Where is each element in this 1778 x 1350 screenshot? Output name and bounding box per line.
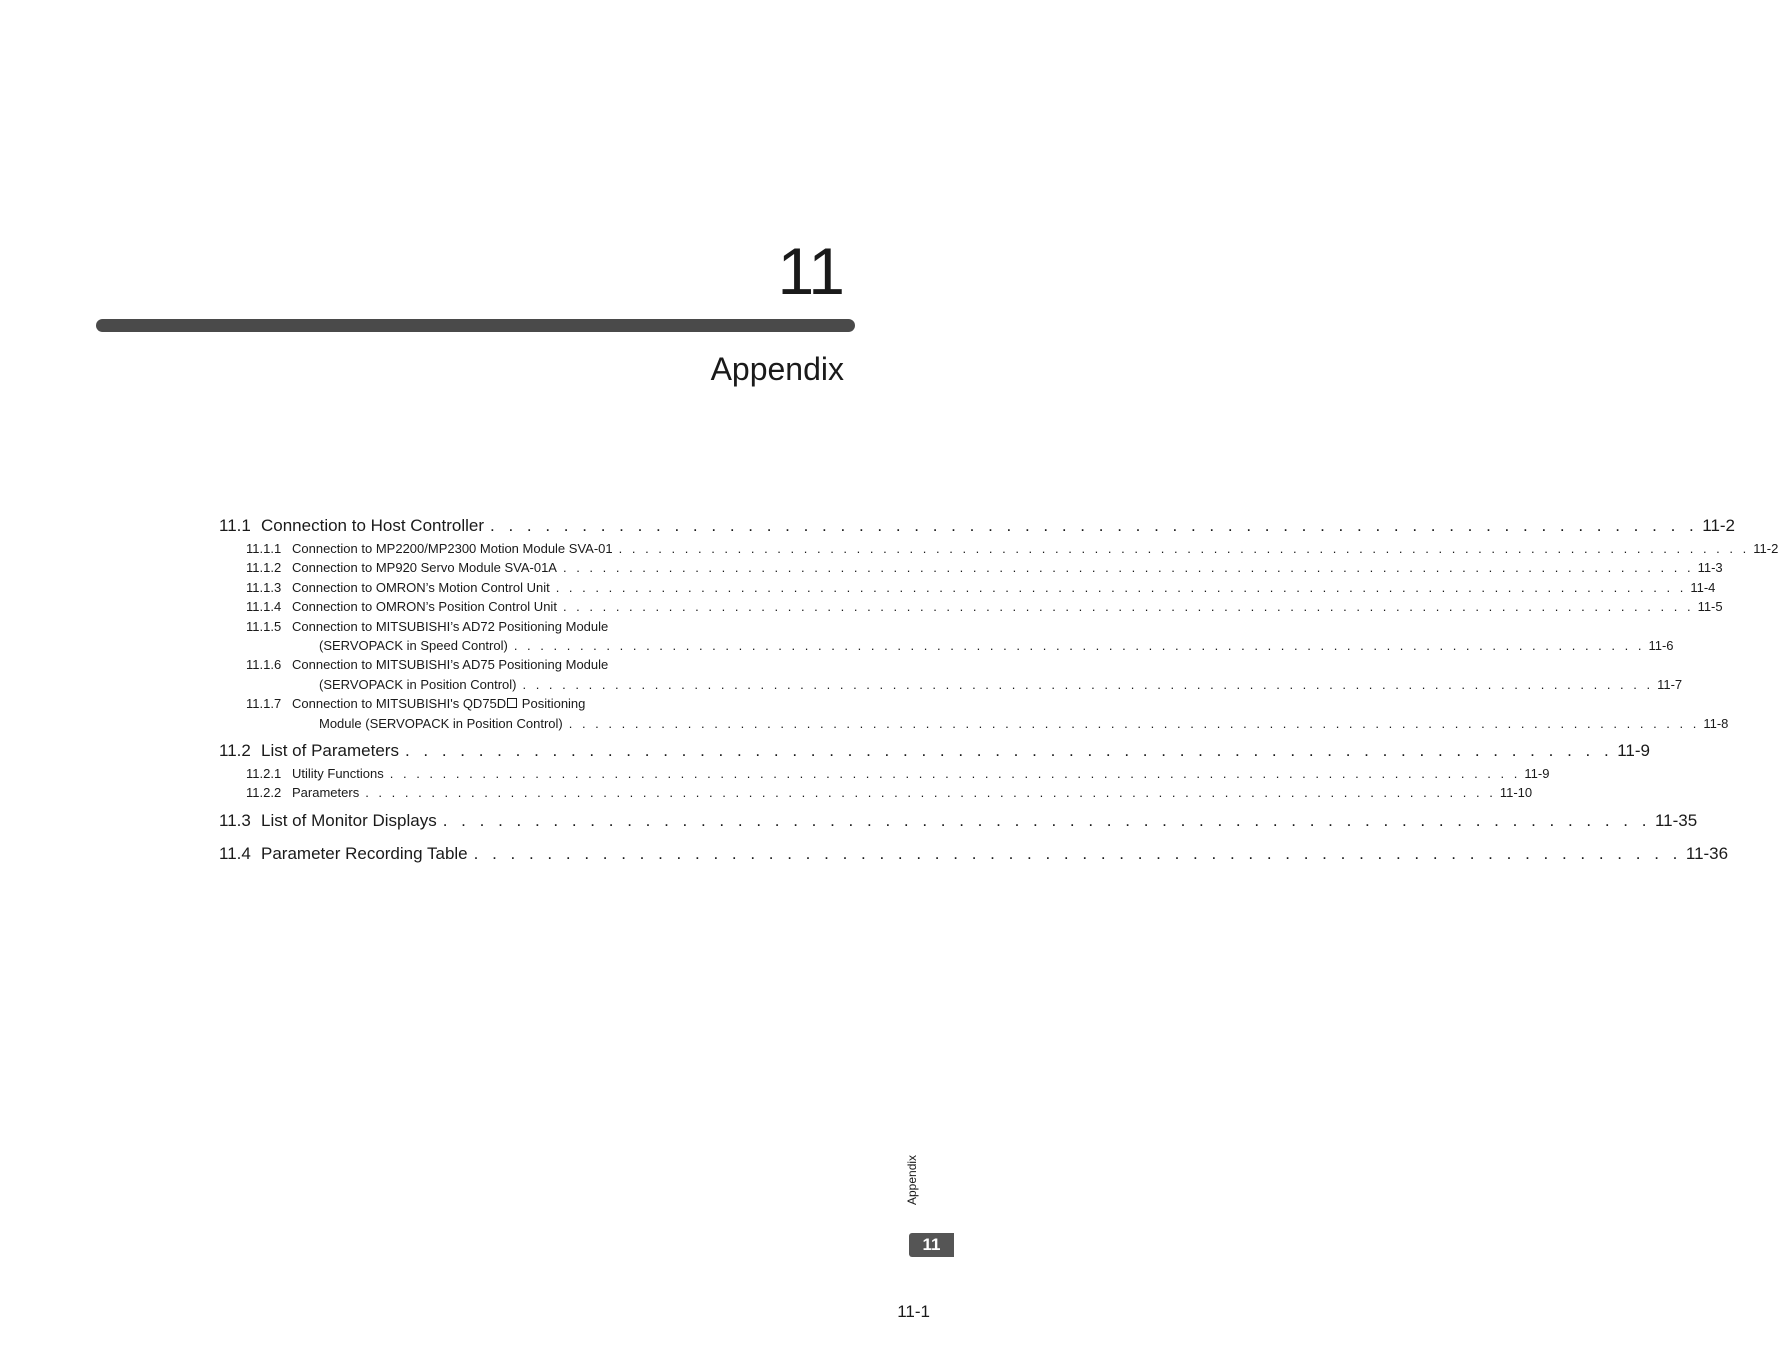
toc-entry-11-3[interactable] [219,810,1698,836]
table-of-contents [219,516,1778,869]
toc-section-title: List of Parameters [261,740,399,760]
toc-entry-11-1-7-heading[interactable] [219,696,845,715]
toc-page-number: 11-4 [1690,579,1716,595]
toc-section-title: Connection to MITSUBISHI’s AD72 Positioning Module [292,618,609,634]
toc-entry-11-1-5[interactable] [219,637,1674,657]
toc-page-number: 11-3 [1697,560,1723,576]
toc-page-number: 11-7 [1657,676,1683,692]
toc-section-title: Connection to Host Controller [261,516,485,535]
toc-entry-11-2-2[interactable] [219,785,1533,804]
toc-entry-11-2-1[interactable] [219,765,1550,785]
toc-section-title: List of Monitor Displays [261,810,437,830]
chapter-tab[interactable]: 11 [909,1233,954,1257]
toc-leader-dots: . . . . . . . . . . . . . . . . . . . . . . . . . . . . . . . . . . . . . . . . . . . . . . . . . . . . . . . . . . . . . . . . . . [473,843,1682,863]
toc-page-number: 11-9 [1524,765,1550,781]
toc-section-title: Connection to MITSUBISHI's QD75D [292,696,507,712]
toc-section-title: Connection to OMRON’s Position Control Unit [292,599,557,615]
toc-leader-dots: . . . . . . . . . . . . . . . . . . . . . . . . . . . . . . . . . . . . . . . . . . . . . . . . . . . . . . . . . . . . . . . . . . . . . . . . . . . . . . . . . . . . . . [513,637,1645,653]
toc-page-number: 11-35 [1654,810,1698,830]
toc-entry-11-1-5-heading[interactable] [219,619,845,638]
blank-box-icon [507,698,517,708]
toc-section-number: 11.1 [219,516,251,535]
chapter-divider-bar [96,319,855,332]
toc-section-title: Utility Functions [292,765,384,781]
toc-leader-dots: . . . . . . . . . . . . . . . . . . . . . . . . . . . . . . . . . . . . . . . . . . . . . . . . . . . . . . . . . . . . . . . . . . . . . . . . . . . . . . . . . . . . . . [618,541,1750,556]
toc-page-number: 11-6 [1648,637,1674,653]
toc-page-number: 11-9 [1617,740,1650,760]
toc-section-number: 11.1.6 [246,657,282,673]
toc-section-title: Parameter Recording Table [261,843,468,863]
toc-page-number: 11-2 [1702,516,1736,535]
toc-section-number: 11.2.1 [246,765,282,781]
toc-leader-dots: . . . . . . . . . . . . . . . . . . . . . . . . . . . . . . . . . . . . . . . . . . . . . . . . . . . . . . . . . . . . . . . . . . . . . . . . . . . . . . . . . . . . . . [365,785,1496,801]
toc-leader-dots: . . . . . . . . . . . . . . . . . . . . . . . . . . . . . . . . . . . . . . . . . . . . . . . . . . . . . . . . . . . . . . . . . . [404,740,1614,760]
toc-entry-11-2[interactable] [219,740,1650,766]
toc-leader-dots: . . . . . . . . . . . . . . . . . . . . . . . . . . . . . . . . . . . . . . . . . . . . . . . . . . . . . . . . . . . . . . . . . . . . . . . . . . . . . . . . . . . . . . [522,676,1654,692]
toc-section-number: 11.3 [219,810,251,830]
toc-leader-dots: . . . . . . . . . . . . . . . . . . . . . . . . . . . . . . . . . . . . . . . . . . . . . . . . . . . . . . . . . . . . . . . . . . . . . . . . . . . . . . . . . . . . . . [389,765,1521,781]
toc-page-number: 11-8 [1703,715,1729,731]
toc-entry-11-1-6[interactable] [219,676,1683,696]
toc-leader-dots: . . . . . . . . . . . . . . . . . . . . . . . . . . . . . . . . . . . . . . . . . . . . . . . . . . . . . . . . . . . . . . . . . . [490,516,1699,535]
toc-section-number: 11.4 [219,843,251,863]
toc-entry-11-1-3[interactable] [219,579,1716,599]
toc-page-number: 11-2 [1753,541,1778,556]
toc-leader-dots: . . . . . . . . . . . . . . . . . . . . . . . . . . . . . . . . . . . . . . . . . . . . . . . . . . . . . . . . . . . . . . . . . . . . . . . . . . . . . . . . . . . . . . [562,599,1694,615]
toc-entry-11-1-2[interactable] [219,560,1723,579]
toc-section-title: Connection to MITSUBISHI’s AD75 Positioning Module [292,657,609,673]
toc-entry-11-1-6-heading[interactable] [219,657,845,676]
toc-page-number: 11-5 [1697,599,1723,615]
toc-entry-11-1-4[interactable] [219,599,1723,618]
toc-leader-dots: . . . . . . . . . . . . . . . . . . . . . . . . . . . . . . . . . . . . . . . . . . . . . . . . . . . . . . . . . . . . . . . . . . [442,810,1651,830]
toc-leader-dots: . . . . . . . . . . . . . . . . . . . . . . . . . . . . . . . . . . . . . . . . . . . . . . . . . . . . . . . . . . . . . . . . . . . . . . . . . . . . . . . . . . . . . . [568,715,1700,731]
toc-page-number: 11-36 [1685,843,1729,863]
toc-section-title: Parameters [292,785,360,801]
toc-entry-11-1[interactable] [219,516,1736,541]
toc-section-title: Connection to OMRON’s Motion Control Unit [292,579,550,595]
toc-section-number: 11.1.5 [246,618,282,634]
toc-section-title-continued: (SERVOPACK in Speed Control) [319,637,508,653]
toc-section-title-continued: (SERVOPACK in Position Control) [319,676,517,692]
page-number: 11-1 [897,1302,930,1321]
toc-section-number: 11.1.1 [246,541,282,556]
toc-entry-11-4[interactable] [219,843,1729,869]
toc-section-title: Connection to MP920 Servo Module SVA-01A [292,560,557,576]
toc-section-title: Connection to MP2200/MP2300 Motion Module SVA-01 [292,541,613,556]
toc-section-number: 11.1.2 [246,560,282,576]
toc-section-number: 11.2 [219,740,251,760]
toc-section-number: 11.1.4 [246,599,282,615]
toc-page-number: 11-10 [1499,785,1533,801]
toc-section-title-suffix: Positioning [521,696,586,712]
toc-leader-dots: . . . . . . . . . . . . . . . . . . . . . . . . . . . . . . . . . . . . . . . . . . . . . . . . . . . . . . . . . . . . . . . . . . . . . . . . . . . . . . . . . . . . . . [562,560,1694,576]
toc-section-number: 11.1.7 [246,696,282,712]
toc-section-title-continued: Module (SERVOPACK in Position Control) [319,715,563,731]
toc-entry-11-1-1[interactable] [219,541,1778,560]
toc-section-number: 11.1.3 [246,579,282,595]
chapter-title: Appendix [710,351,844,387]
toc-entry-11-1-7[interactable] [219,715,1729,735]
chapter-number: 11 [777,234,844,308]
toc-section-number: 11.2.2 [246,785,282,801]
toc-leader-dots: . . . . . . . . . . . . . . . . . . . . . . . . . . . . . . . . . . . . . . . . . . . . . . . . . . . . . . . . . . . . . . . . . . . . . . . . . . . . . . . . . . . . . . [555,579,1687,595]
side-chapter-label: Appendix [905,1154,919,1205]
